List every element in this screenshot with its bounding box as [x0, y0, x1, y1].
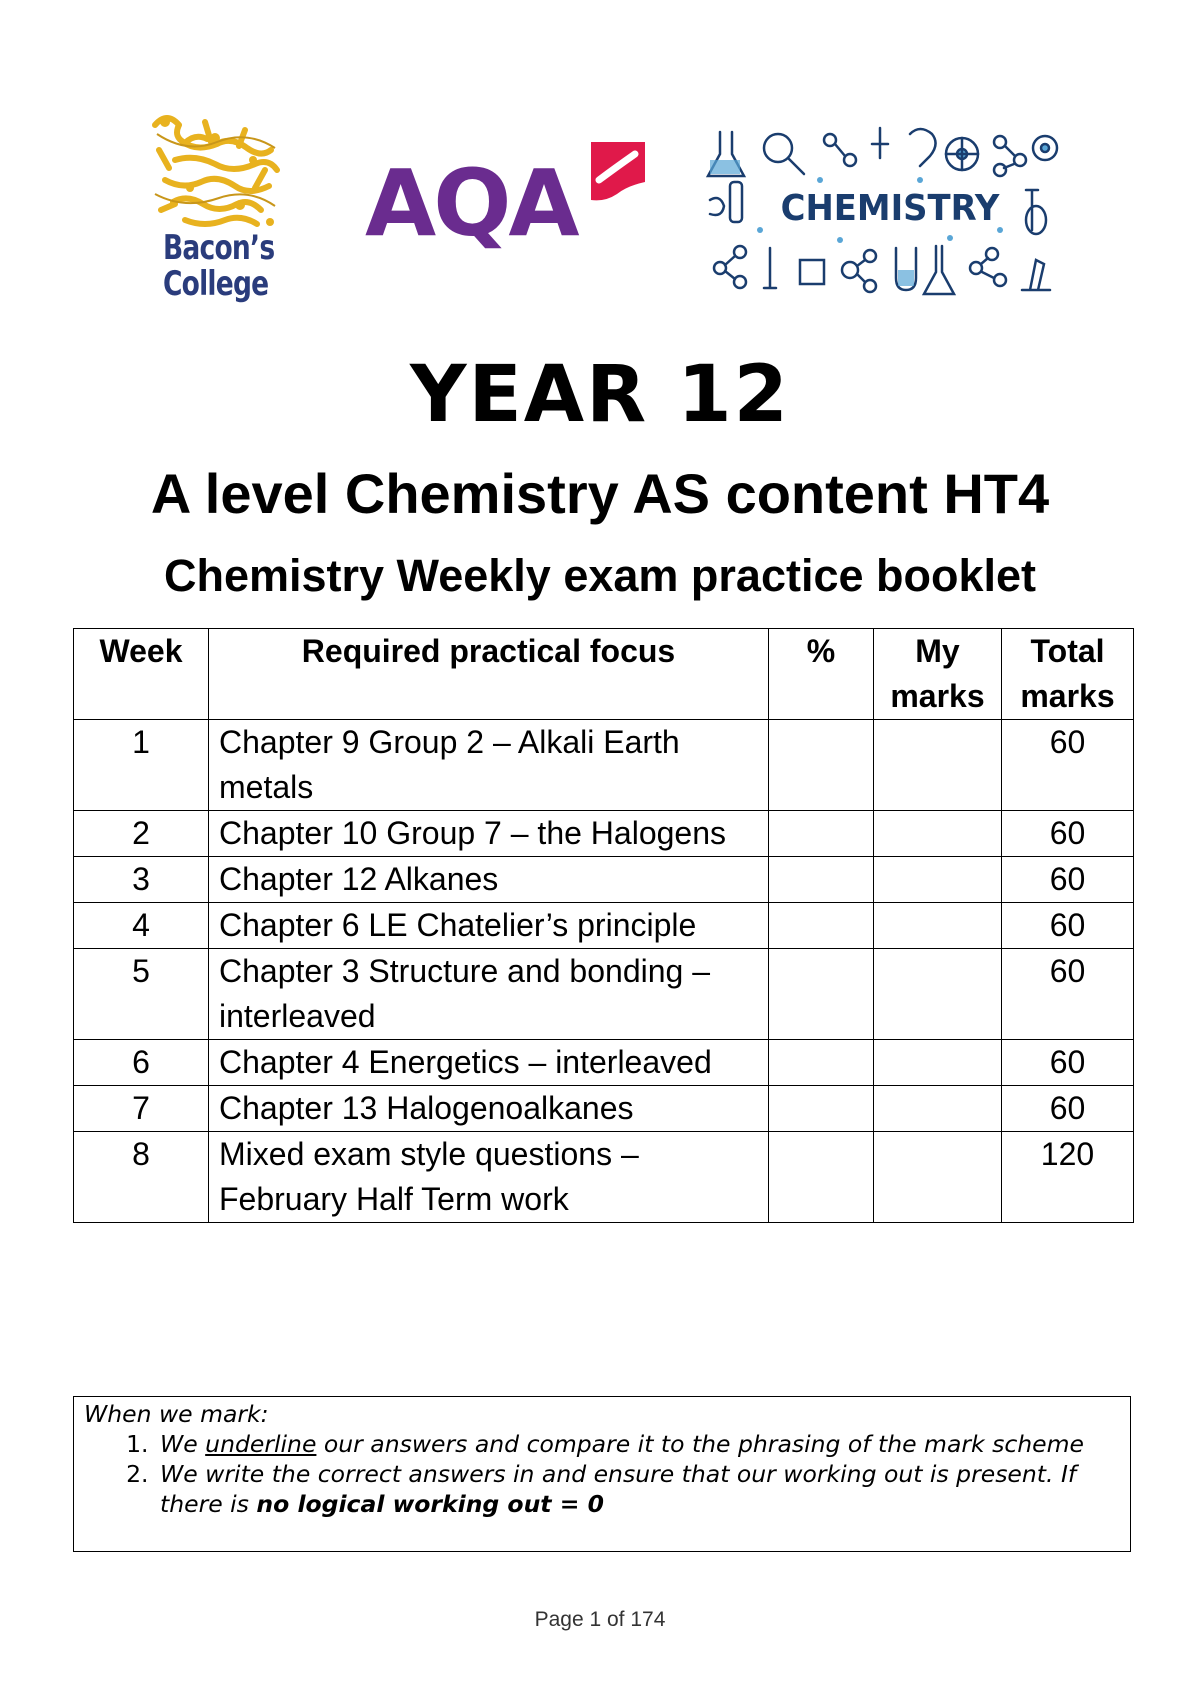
aqa-wordmark: AQA [365, 150, 577, 257]
step-2-bold-rule: no logical working out = 0 [256, 1490, 604, 1518]
header-total-marks: Total marks [1002, 629, 1134, 720]
total-marks-cell: 60 [1002, 903, 1134, 949]
header-my-marks: My marks [874, 629, 1002, 720]
my-marks-cell[interactable] [874, 949, 1002, 1040]
aqa-logo [365, 140, 665, 260]
my-marks-cell[interactable] [874, 1040, 1002, 1086]
focus-cell: Chapter 4 Energetics – interleaved [209, 1040, 769, 1086]
week-cell: 2 [74, 811, 209, 857]
focus-cell: Chapter 6 LE Chatelier’s principle [209, 903, 769, 949]
total-marks-cell: 60 [1002, 811, 1134, 857]
total-marks-cell: 60 [1002, 720, 1134, 811]
lion-crest-icon [145, 110, 285, 235]
page-number: Page 1 of 174 [534, 1608, 666, 1631]
percent-cell[interactable] [769, 903, 874, 949]
focus-cell: Chapter 13 Halogenoalkanes [209, 1086, 769, 1132]
table-row [74, 1086, 1134, 1132]
marking-steps-list [84, 1429, 1120, 1519]
week-cell: 6 [74, 1040, 209, 1086]
table-row [74, 1132, 1134, 1223]
my-marks-cell[interactable] [874, 720, 1002, 811]
total-marks-cell: 120 [1002, 1132, 1134, 1223]
marking-guidance-box [73, 1396, 1131, 1552]
page-title: YEAR 12 [410, 350, 790, 440]
weekly-focus-table [73, 628, 1134, 1223]
my-marks-cell[interactable] [874, 903, 1002, 949]
percent-cell[interactable] [769, 811, 874, 857]
step-1-underlined-word: underline [205, 1430, 317, 1458]
step-1-text-end: our answers and compare it to the phrasing of the mark scheme [316, 1430, 1084, 1458]
booklet-title: Chemistry Weekly exam practice booklet [163, 550, 1037, 601]
week-cell: 5 [74, 949, 209, 1040]
my-marks-cell[interactable] [874, 1132, 1002, 1223]
percent-cell[interactable] [769, 720, 874, 811]
total-marks-cell: 60 [1002, 857, 1134, 903]
week-cell: 3 [74, 857, 209, 903]
logo-row [0, 100, 1200, 310]
college-name [163, 228, 275, 304]
chemistry-word: CHEMISTRY [780, 188, 1000, 229]
week-cell: 8 [74, 1132, 209, 1223]
bacons-college-logo [145, 110, 305, 304]
step-2-text-start: We write the correct answers in and ensure that our working out is present. If there is [160, 1460, 1077, 1518]
college-name-line1: Bacon’s [163, 228, 275, 268]
marking-step-2 [156, 1459, 1120, 1519]
table-row [74, 720, 1134, 811]
aqa-flag-icon [587, 140, 647, 202]
focus-cell: Mixed exam style questions – February Half Term work [209, 1132, 769, 1223]
table-header-row [74, 629, 1134, 720]
total-marks-cell: 60 [1002, 949, 1134, 1040]
week-cell: 1 [74, 720, 209, 811]
table-row [74, 903, 1134, 949]
marking-step-1 [156, 1429, 1120, 1459]
header-focus: Required practical focus [209, 629, 769, 720]
percent-cell[interactable] [769, 1040, 874, 1086]
my-marks-cell[interactable] [874, 857, 1002, 903]
focus-cell: Chapter 10 Group 7 – the Halogens [209, 811, 769, 857]
my-marks-cell[interactable] [874, 811, 1002, 857]
percent-cell[interactable] [769, 857, 874, 903]
total-marks-cell: 60 [1002, 1040, 1134, 1086]
week-cell: 4 [74, 903, 209, 949]
week-cell: 7 [74, 1086, 209, 1132]
focus-cell: Chapter 9 Group 2 – Alkali Earth metals [209, 720, 769, 811]
focus-cell: Chapter 3 Structure and bonding – interleaved [209, 949, 769, 1040]
table-row [74, 1040, 1134, 1086]
percent-cell[interactable] [769, 1086, 874, 1132]
total-marks-cell: 60 [1002, 1086, 1134, 1132]
focus-cell: Chapter 12 Alkanes [209, 857, 769, 903]
my-marks-cell[interactable] [874, 1086, 1002, 1132]
percent-cell[interactable] [769, 949, 874, 1040]
percent-cell[interactable] [769, 1132, 874, 1223]
marking-heading: When we mark: [84, 1400, 269, 1428]
step-1-text-start: We [160, 1430, 206, 1458]
header-week: Week [74, 629, 209, 720]
table-row [74, 811, 1134, 857]
table-row [74, 857, 1134, 903]
course-subtitle: A level Chemistry AS content HT4 [150, 462, 1050, 525]
college-name-line2: College [163, 264, 269, 304]
header-percent: % [769, 629, 874, 720]
chemistry-banner [700, 120, 1060, 305]
table-row [74, 949, 1134, 1040]
